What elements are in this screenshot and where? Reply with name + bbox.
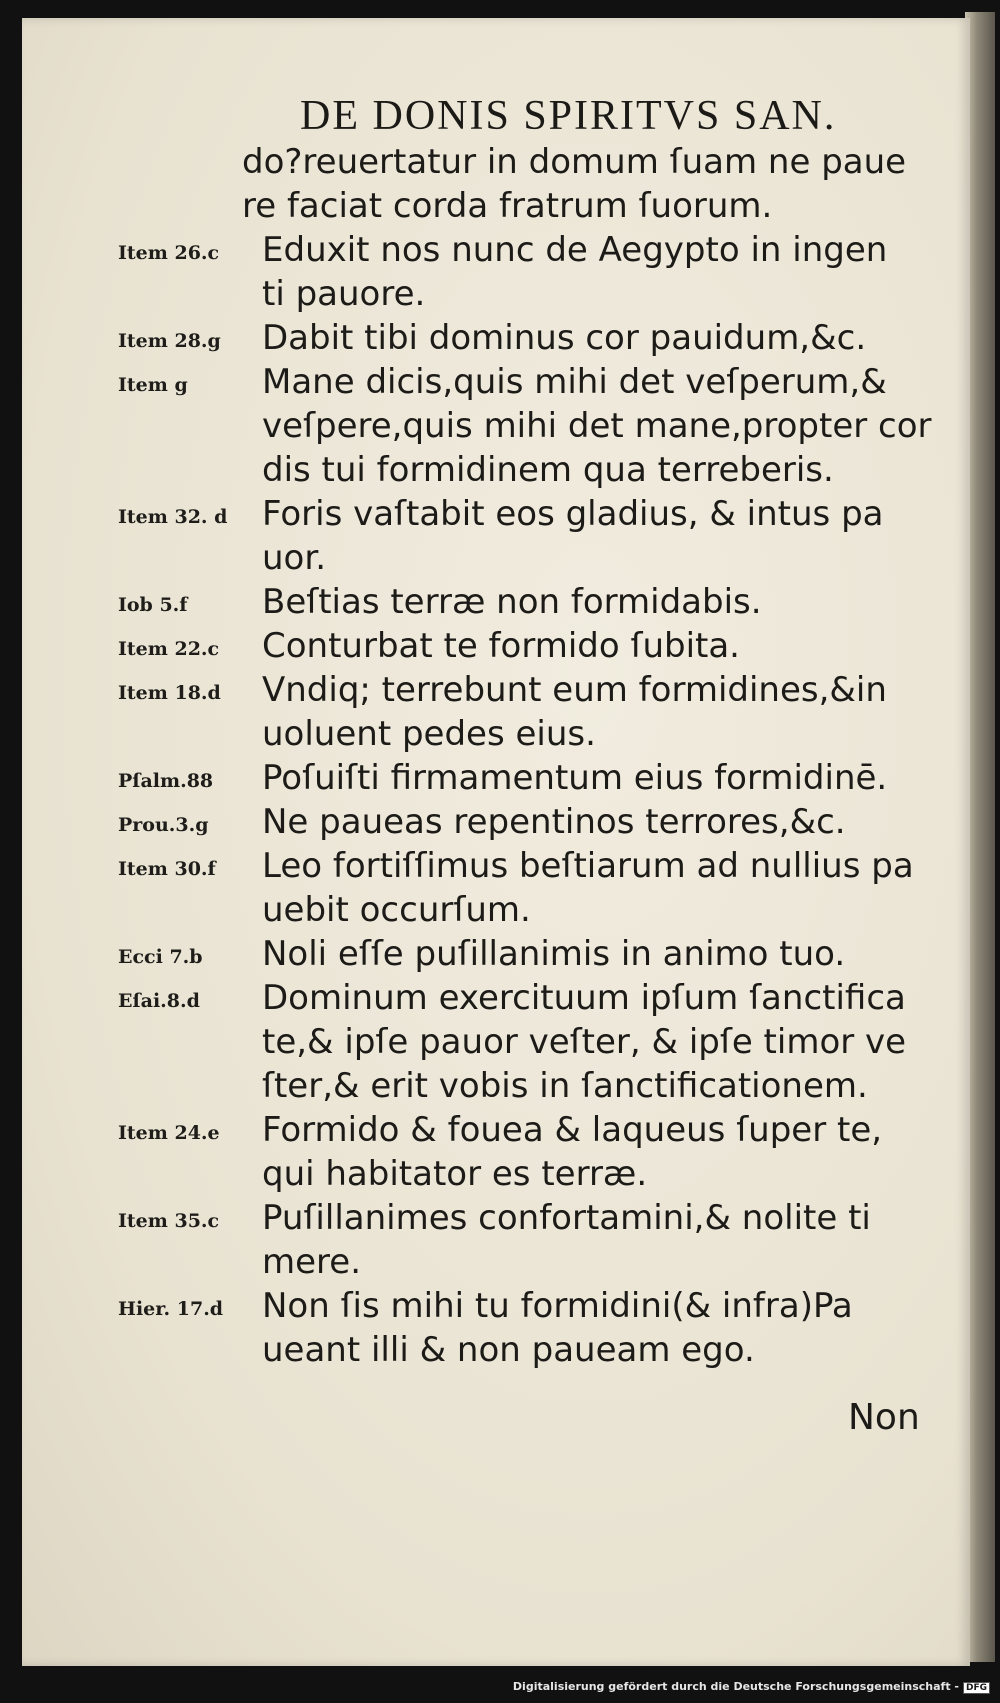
marginal-reference: Item 22.c: [118, 638, 220, 660]
text-line: re faciat corda fratrum ſuorum.: [242, 186, 773, 226]
marginal-reference: Item 30.f: [118, 858, 216, 880]
entry-text: [262, 668, 1000, 756]
scripture-entry: [0, 360, 1000, 492]
text-line: ti pauore.: [262, 274, 426, 314]
marginal-reference: Item 32. d: [118, 506, 228, 528]
text-line: Noli eſſe puſillanimis in animo tuo.: [262, 934, 846, 974]
text-line: uebit occurſum.: [262, 890, 531, 930]
entry-text: [262, 316, 1000, 360]
text-line: Eduxit nos nunc de Aegypto in ingen: [262, 230, 888, 270]
scripture-entry: [0, 976, 1000, 1108]
credit-text: Digitalisierung gefördert durch die Deutsche Forschungsgemeinschaft -: [512, 1680, 959, 1693]
entry-text: [262, 360, 1000, 492]
entry-text: [262, 492, 1000, 580]
marginal-reference: Eſai.8.d: [118, 990, 200, 1012]
catchword: Non: [848, 1397, 920, 1438]
entry-text: [262, 228, 1000, 316]
text-line: Mane dicis,quis mihi det veſperum,&: [262, 362, 887, 402]
scripture-entry: [0, 756, 1000, 800]
marginal-reference: Item 35.c: [118, 1210, 220, 1232]
scripture-entry: [0, 492, 1000, 580]
entry-text: [262, 580, 1000, 624]
marginal-reference: Ecci 7.b: [118, 946, 203, 968]
entry-text: [262, 1196, 1000, 1284]
text-line: Dominum exercituum ipſum ſanctifica: [262, 978, 906, 1018]
marginal-reference: Prou.3.g: [118, 814, 209, 836]
scripture-entry: [0, 1196, 1000, 1284]
marginal-reference: Item g: [118, 374, 188, 396]
marginal-reference: Item 18.d: [118, 682, 221, 704]
text-line: Puſillanimes confortamini,& nolite ti: [262, 1198, 871, 1238]
entry-text: [262, 1284, 1000, 1372]
text-line: mere.: [262, 1242, 361, 1282]
entry-text: [262, 976, 1000, 1108]
digitization-credit: [0, 1680, 990, 1694]
text-line: dis tui formidinem qua terreberis.: [262, 450, 834, 490]
text-line: Beſtias terræ non formidabis.: [262, 582, 762, 622]
text-line: ſter,& erit vobis in ſanctificationem.: [262, 1066, 868, 1106]
text-line: do?reuertatur in domum ſuam ne paue: [242, 142, 907, 182]
scripture-entry: [0, 624, 1000, 668]
scripture-entry: [0, 668, 1000, 756]
entries-list: [0, 228, 1000, 1372]
entry-text: [262, 756, 1000, 800]
marginal-reference: Item 26.c: [118, 242, 220, 264]
text-line: veſpere,quis mihi det mane,propter cor: [262, 406, 932, 446]
scripture-entry: [0, 844, 1000, 932]
text-line: Poſuiſti firmamentum eius formidinē.: [262, 758, 888, 798]
scripture-entry: [0, 800, 1000, 844]
text-line: Foris vaſtabit eos gladius, & intus pa: [262, 494, 884, 534]
text-line: Formido & fouea & laqueus ſuper te,: [262, 1110, 883, 1150]
scripture-entry: [0, 580, 1000, 624]
scripture-entry: [0, 316, 1000, 360]
text-line: Conturbat te formido ſubita.: [262, 626, 740, 666]
text-line: ueant illi & non paueam ego.: [262, 1330, 755, 1370]
scripture-entry: [0, 1284, 1000, 1372]
marginal-reference: Iob 5.f: [118, 594, 188, 616]
text-line: Ne paueas repentinos terrores,&c.: [262, 802, 846, 842]
entry-text: [262, 624, 1000, 668]
text-line: uoluent pedes eius.: [262, 714, 596, 754]
text-line: Vndiq; terrebunt eum formidines,&in: [262, 670, 887, 710]
marginal-reference: Pſalm.88: [118, 770, 214, 792]
entry-text: [262, 1108, 1000, 1196]
text-line: Non ſis mihi tu formidini(& infra)Pa: [262, 1286, 853, 1326]
text-line: qui habitator es terræ.: [262, 1154, 648, 1194]
entry-text: [262, 844, 1000, 932]
marginal-reference: Hier. 17.d: [118, 1298, 224, 1320]
scripture-entry: [0, 228, 1000, 316]
text-line: uor.: [262, 538, 327, 578]
text-block: [0, 140, 1000, 1372]
marginal-reference: Item 28.g: [118, 330, 221, 352]
marginal-reference: Item 24.e: [118, 1122, 220, 1144]
dfg-logo: DFG: [963, 1682, 990, 1694]
entry-text: [262, 800, 1000, 844]
continuation-entry: [0, 140, 1000, 228]
text-line: Dabit tibi dominus cor pauidum,&c.: [262, 318, 867, 358]
scripture-entry: [0, 932, 1000, 976]
scripture-entry: [0, 1108, 1000, 1196]
running-head: DE DONIS SPIRITVS SAN.: [300, 93, 837, 139]
text-line: Leo fortiſſimus beſtiarum ad nullius pa: [262, 846, 914, 886]
entry-text: [262, 932, 1000, 976]
text-line: te,& ipſe pauor veſter, & ipſe timor ve: [262, 1022, 907, 1062]
